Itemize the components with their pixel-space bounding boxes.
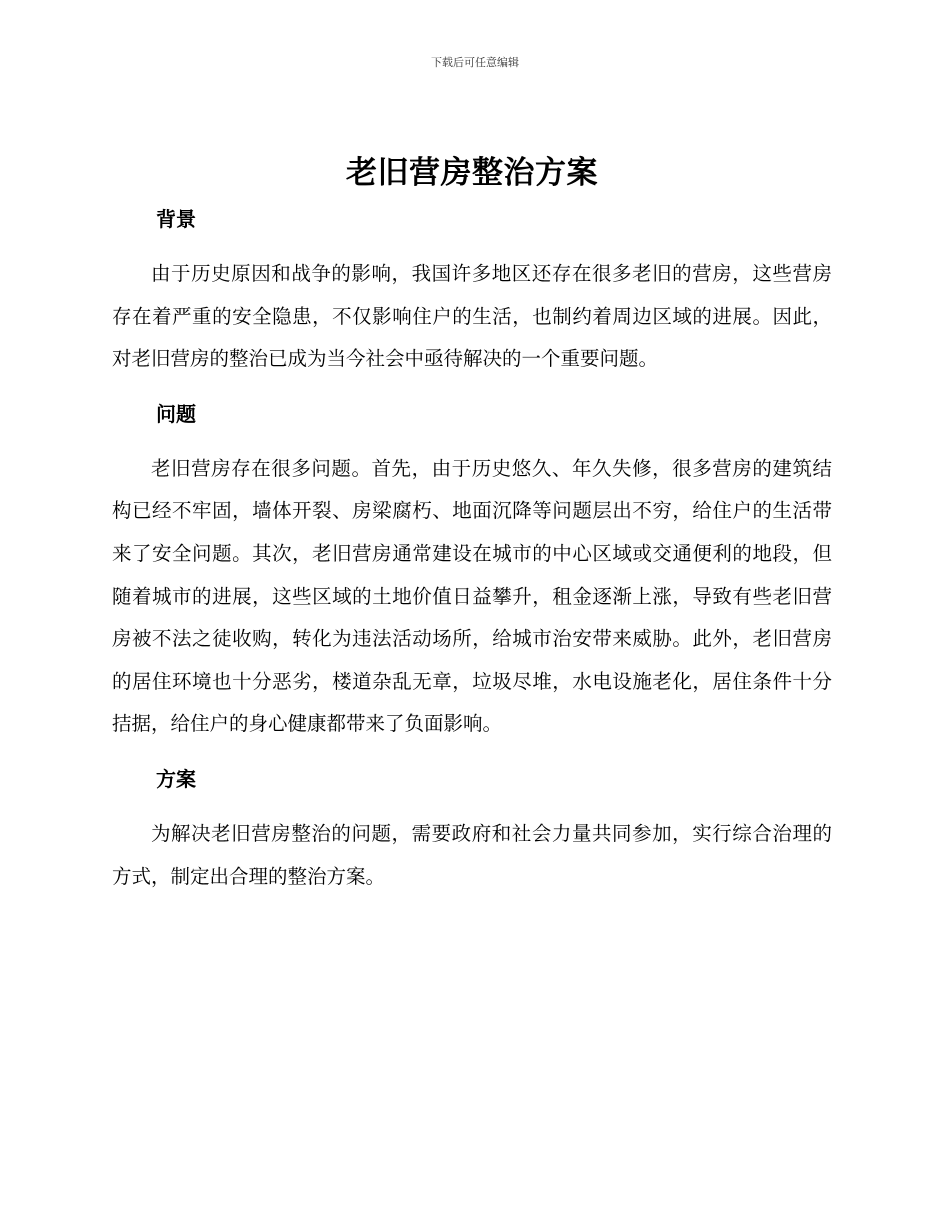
section-heading-problems: 问题 [156, 401, 196, 426]
page-header-note: 下载后可任意编辑 [431, 56, 519, 69]
document-body [112, 148, 832, 898]
section-paragraph-background: 由于历史原因和战争的影响，我国许多地区还存在很多老旧的营房，这些营房存在着严重的安全隐患，不仅影响住户的生活，也制约着周边区域的进展。因此，对老旧营房的整治已成为当今社会中亟待解决的一个重要问题。 [112, 262, 832, 371]
document-title: 老旧营房整治方案 [346, 155, 598, 191]
section-heading-plan: 方案 [156, 766, 196, 791]
section-paragraph-plan: 为解决老旧营房整治的问题，需要政府和社会力量共同参加，实行综合治理的方式，制定出合理的整治方案。 [112, 821, 832, 888]
section-heading-background: 背景 [156, 207, 196, 231]
section-paragraph-problems: 老旧营房存在很多问题。首先，由于历史悠久、年久失修，很多营房的建筑结构已经不牢固，墙体开裂、房梁腐朽、地面沉降等问题层出不穷，给住户的生活带来了安全问题。其次，老旧营房通常建设在城市的中心区域或交通便利的地段，但随着城市的进展，这些区域的土地价值日益攀升，租金逐渐上涨，导致有些老旧营房被不法之徒收购，转化为违法活动场所，给城市治安带来威胁。此外，老旧营房的居住环境也十分恶劣，楼道杂乱无章，垃圾尽堆，水电设施老化，居住条件十分拮据，给住户的身心健康都带来了负面影响。 [112, 456, 832, 736]
